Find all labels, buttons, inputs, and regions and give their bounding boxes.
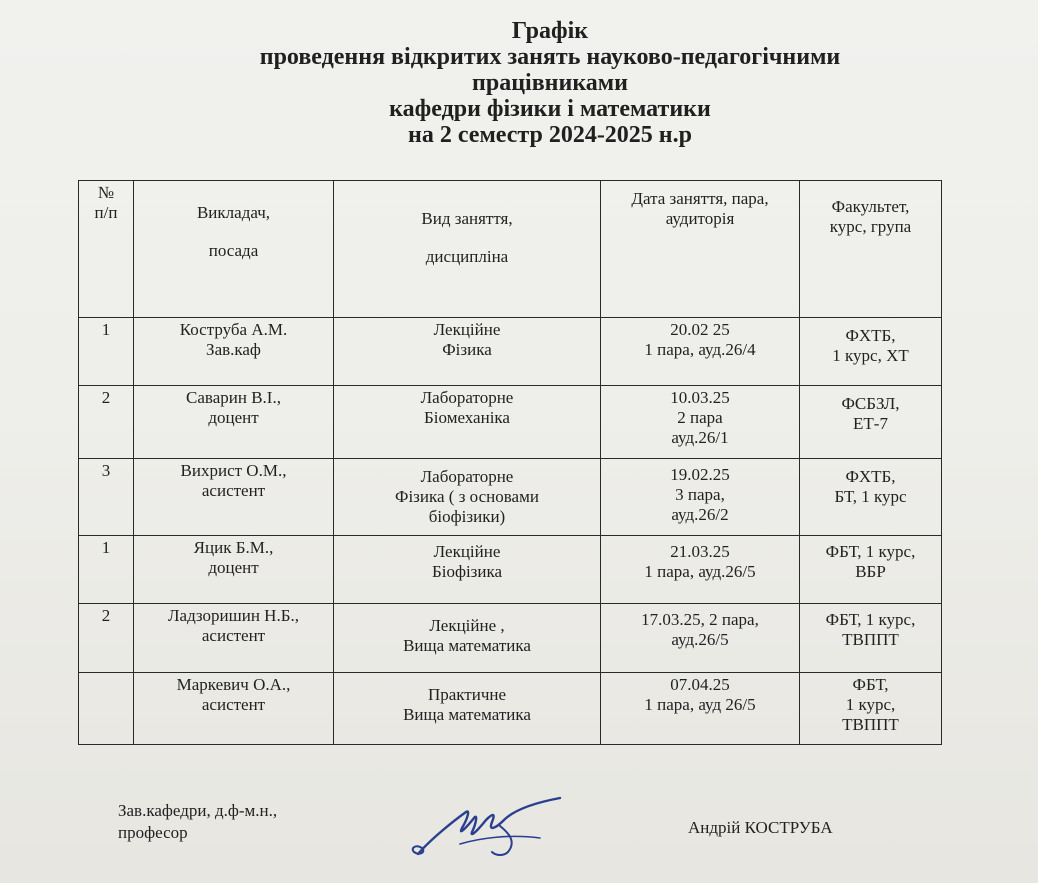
cell-line: ФСБЗЛ, [841,394,900,413]
faculty-cell [800,318,942,386]
title-line: на 2 семестр 2024-2025 н.р [408,122,692,148]
faculty-cell [800,386,942,459]
cell-line: 1 пара, ауд.26/5 [644,562,756,581]
row-number: 1 [79,318,134,386]
cell-line: 1 пара, ауд 26/5 [644,695,756,714]
lesson-cell [334,604,601,673]
signatory-name: Андрій КОСТРУБА [688,818,833,837]
header-date [601,181,800,318]
cell-line: ауд.26/1 [671,428,729,447]
header-text: № [97,183,115,202]
cell-line: ВБР [855,562,886,581]
cell-line: Фізика ( з основами [395,487,539,506]
document-title [190,18,910,148]
cell-line: БТ, 1 курс [834,487,907,506]
header-text: Вид заняття, [421,209,513,228]
date-cell [601,386,800,459]
cell-line: Біомеханіка [424,408,510,427]
cell-line: Лекційне [433,320,501,339]
faculty-cell [800,459,942,536]
cell-line: Вища математика [403,636,531,655]
lesson-cell [334,536,601,604]
header-text: аудиторія [665,209,735,228]
cell-line: ФБТ, 1 курс, [825,610,916,629]
title-line: проведення відкритих занять науково-педагогічними [259,44,841,70]
cell-line: доцент [208,408,259,427]
table-row [79,673,942,745]
cell-line: 07.04.25 [670,675,730,694]
cell-line: Біофізика [431,562,503,581]
cell-line: асистент [201,481,266,500]
header-text: курс, група [829,217,912,236]
cell-line: Практичне [427,685,507,704]
lesson-cell [334,459,601,536]
cell-line: 1 курс, [845,695,896,714]
cell-line: ТВППТ [842,715,899,734]
handwritten-signature [400,782,590,872]
header-number [79,181,134,318]
cell-line: ФБТ, 1 курс, [825,542,916,561]
header-faculty [800,181,942,318]
row-number: 2 [79,386,134,459]
cell-line: ауд.26/2 [671,505,729,524]
cell-line: Лабораторне [420,467,514,486]
date-cell [601,318,800,386]
teacher-cell [134,459,334,536]
date-cell [601,536,800,604]
header-text: посада [208,241,259,260]
row-number: 2 [79,604,134,673]
cell-line: Лекційне [433,542,501,561]
header-text: п/п [94,203,118,222]
header-text: Дата заняття, пара, [631,189,769,208]
cell-line: 1 пара, ауд.26/4 [644,340,756,359]
date-cell [601,459,800,536]
lesson-cell [334,673,601,745]
date-cell [601,673,800,745]
teacher-cell [134,386,334,459]
cell-line: Саварин В.І., [186,388,281,407]
table-row [79,536,942,604]
table-row [79,318,942,386]
teacher-cell [134,536,334,604]
table-header-row [79,181,942,318]
cell-line: Зав.каф [206,340,261,359]
cell-line: Фізика [442,340,492,359]
cell-line: 2 пара [677,408,723,427]
title-line: Графік [511,18,589,44]
lesson-cell [334,386,601,459]
header-text: дисципліна [425,247,509,266]
table-row [79,459,942,536]
faculty-cell [800,673,942,745]
cell-line: 21.03.25 [670,542,730,561]
cell-line: Яцик Б.М., [193,538,274,557]
row-number: 1 [79,536,134,604]
cell-line: Вища математика [403,705,531,724]
cell-line: Лекційне , [429,616,505,635]
teacher-cell [134,673,334,745]
date-cell [601,604,800,673]
lesson-cell [334,318,601,386]
cell-line: 10.03.25 [670,388,730,407]
row-number: 3 [79,459,134,536]
faculty-cell [800,536,942,604]
position-line: професор [118,823,188,842]
teacher-cell [134,318,334,386]
cell-line: ФХТБ, [845,326,896,345]
table-row [79,386,942,459]
table-row [79,604,942,673]
cell-line: Маркевич О.А., [176,675,291,694]
cell-line: Коструба А.М. [179,320,288,339]
footer-position [118,800,277,844]
cell-line: Ладзоришин Н.Б., [168,606,299,625]
cell-line: ауд.26/5 [671,630,729,649]
cell-line: 3 пара, [675,485,725,504]
cell-line: біофізики) [428,507,506,526]
faculty-cell [800,604,942,673]
cell-line: доцент [208,558,259,577]
row-number [79,673,134,745]
cell-line: асистент [201,626,266,645]
title-line: кафедри фізики і математики [389,96,711,122]
header-text: Викладач, [196,203,271,222]
teacher-cell [134,604,334,673]
title-line: працівниками [472,70,628,96]
cell-line: 20.02 25 [670,320,730,339]
position-line: Зав.кафедри, д.ф-м.н., [118,801,278,820]
header-text: Факультет, [831,197,910,216]
cell-line: ФХТБ, [845,467,896,486]
cell-line: ТВППТ [842,630,899,649]
cell-line: ФБТ, [852,675,889,694]
cell-line: 19.02.25 [670,465,730,484]
cell-line: асистент [201,695,266,714]
cell-line: 1 курс, ХТ [832,346,909,365]
cell-line: ЕТ-7 [853,414,888,433]
cell-line: Лабораторне [420,388,514,407]
schedule-table [78,180,942,745]
cell-line: 17.03.25, 2 пара, [641,610,759,629]
cell-line: Вихрист О.М., [180,461,287,480]
header-teacher [134,181,334,318]
header-lesson [334,181,601,318]
